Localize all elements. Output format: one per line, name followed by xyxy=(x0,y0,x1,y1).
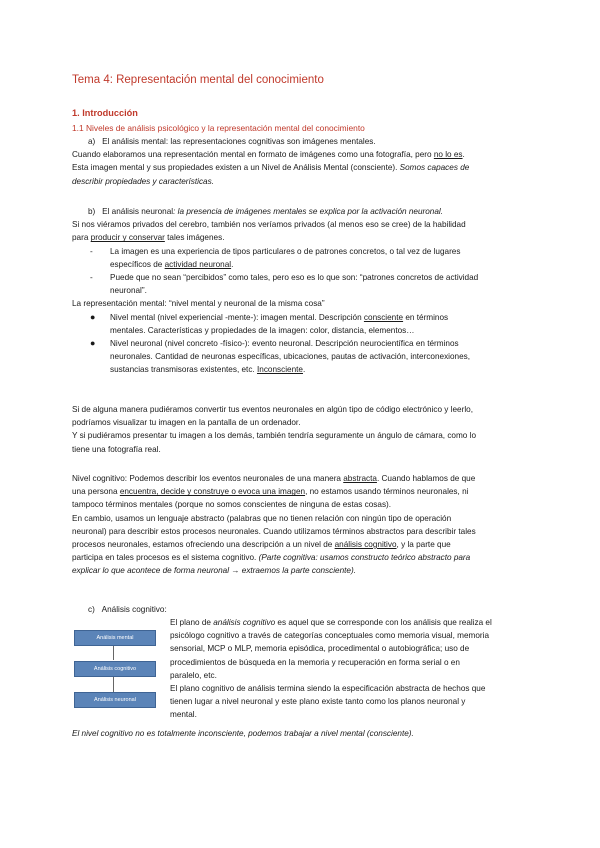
paragraph-line: tampoco términos mentales (porque no somos conscientes de ninguna de estas cosas). xyxy=(72,500,392,510)
paragraph-line: Y si pudiéramos presentar tu imagen a los demás, también tendría seguramente un ángulo de cámara, como lo xyxy=(72,431,476,441)
item-lead: El análisis mental xyxy=(102,137,166,146)
paragraph-line: tienen lugar a nivel neuronal y este plano existe tanto como los planos neuronal y xyxy=(170,697,466,707)
paragraph-line: Si nos viéramos privados del cerebro, también nos veríamos privados (al menos eso se cree) de la habilidad xyxy=(72,220,466,230)
diagram-box-mental: Análisis mental xyxy=(74,630,156,646)
paragraph-line: explicar lo que acontece de forma neuronal → extraemos la parte consciente). xyxy=(72,566,356,576)
item-label: c) xyxy=(88,605,95,614)
dash-item: - Puede que no sean “percibidos” como tales, pero eso es lo que son: “patrones concretos de actividad xyxy=(90,273,479,283)
diagram-box-cognitive: Análisis cognitivo xyxy=(74,661,156,677)
subsection-heading: 1.1 Niveles de análisis psicológico y la representación mental del conocimiento xyxy=(72,123,365,133)
paragraph-line: Esta imagen mental y sus propiedades existen a un Nivel de Análisis Mental (consciente). Somos capaces de xyxy=(72,163,470,173)
dash-item: - La imagen es una experiencia de tipos particulares o de patrones concretos, o tal vez de lugares xyxy=(90,246,461,256)
item-label: a) xyxy=(88,137,96,146)
paragraph-line: La representación mental: “nivel mental y neuronal de la misma cosa” xyxy=(72,299,325,309)
page-title: Tema 4: Representación mental del conocimiento xyxy=(72,74,324,86)
diagram-connector xyxy=(113,677,114,692)
bullet-item-cont: sustancias transmisoras existentes, etc. Inconsciente. xyxy=(110,365,306,375)
item-a-heading xyxy=(72,135,530,148)
paragraph-3 xyxy=(72,472,530,578)
paragraph-line: psicólogo cognitivo a través de categorías conceptuales como memoria visual, memoria xyxy=(170,631,490,641)
bullet-item-cont: neuronales. Cantidad de neuronas específicas, ubicaciones, pautas de activación, interconexiones, xyxy=(110,352,471,362)
paragraph-line: neuronal) para describir estos procesos neuronales. Cuando utilizamos términos abstractos para describir tales xyxy=(72,526,476,536)
diagram-box-neuronal: Análisis neuronal xyxy=(74,692,156,708)
paragraph-line: El plano cognitivo de análisis termina siendo la especificación abstracta de hechos que xyxy=(170,684,486,694)
closing-note: El nivel cognitivo no es totalmente inconsciente, podemos trabajar a nivel mental (consciente). xyxy=(72,729,414,738)
levels-diagram xyxy=(74,630,154,710)
paragraph-line: describir propiedades y características. xyxy=(72,176,214,186)
section-heading: 1. Introducción xyxy=(72,108,138,118)
section-a xyxy=(72,135,530,188)
paragraph-2 xyxy=(72,403,530,456)
paragraph-line: una persona encuentra, decide y construye o evoca una imagen, no estamos usando términos neuronales, ni xyxy=(72,487,469,497)
paragraph-line: podríamos visualizar tu imagen en la pantalla de un ordenador. xyxy=(72,418,301,428)
paragraph-line: Cuando elaboramos una representación mental en formato de imágenes como una fotografía, pero no lo es. xyxy=(72,150,465,160)
paragraph-line: paralelo, etc. xyxy=(170,670,217,680)
item-lead: Análisis cognitivo: xyxy=(101,605,167,614)
bullet-item-cont: mentales. Características y propiedades de la imagen: color, distancia, elementos… xyxy=(110,325,415,335)
section-c-text xyxy=(170,616,530,722)
bullet-item: ● Nivel neuronal (nivel concreto -físico-): evento neuronal. Descripción neurocientífica en términos xyxy=(90,338,459,349)
dash-item-cont: específicos de actividad neuronal. xyxy=(110,259,234,269)
paragraph-line: El plano de análisis cognitivo es aquel que se corresponde con los análisis que realiza el xyxy=(170,618,492,627)
item-text: : las representaciones cognitivas son imágenes mentales. xyxy=(165,137,376,146)
paragraph-line: para producir y conservar tales imágenes. xyxy=(72,233,225,243)
item-b-heading: b) El análisis neuronal: la presencia de imágenes mentales se explica por la activación neuronal. xyxy=(88,207,444,216)
paragraph-line: procesos neuronales, estamos ofreciendo una descripción a un nivel de análisis cognitivo, y la parte que xyxy=(72,540,451,550)
section-c-heading xyxy=(72,603,530,616)
paragraph-line: sensorial, MCP o MLP, memoria episódica, procedimental o autobiográfica; uso de xyxy=(170,644,470,654)
paragraph-line: participa en tales procesos es el sistema cognitivo. (Parte cognitiva: usamos constructo teórico abstracto para xyxy=(72,553,471,563)
paragraph-line: En cambio, usamos un lenguaje abstracto (palabras que no tienen relación con ningún tipo de operación xyxy=(72,513,452,523)
dash-item-cont: neuronal”. xyxy=(110,286,147,296)
paragraph-line: Si de alguna manera pudiéramos convertir tus eventos neuronales en algún tipo de código electrónico y leerlo, xyxy=(72,405,473,414)
bullet-item: ● Nivel mental (nivel experiencial -mente-): imagen mental. Descripción consciente en términos xyxy=(90,311,449,322)
paragraph-line: procedimientos de búsqueda en la memoria y recuperación en forma serial o en xyxy=(170,657,460,667)
paragraph-line: mental. xyxy=(170,710,197,720)
paragraph-line: Nivel cognitivo: Podemos describir los eventos neuronales de una manera abstracta. Cuando hablamos de que xyxy=(72,474,476,483)
diagram-connector xyxy=(113,646,114,660)
paragraph-line: tiene una fotografía real. xyxy=(72,444,161,454)
section-b xyxy=(72,205,530,377)
